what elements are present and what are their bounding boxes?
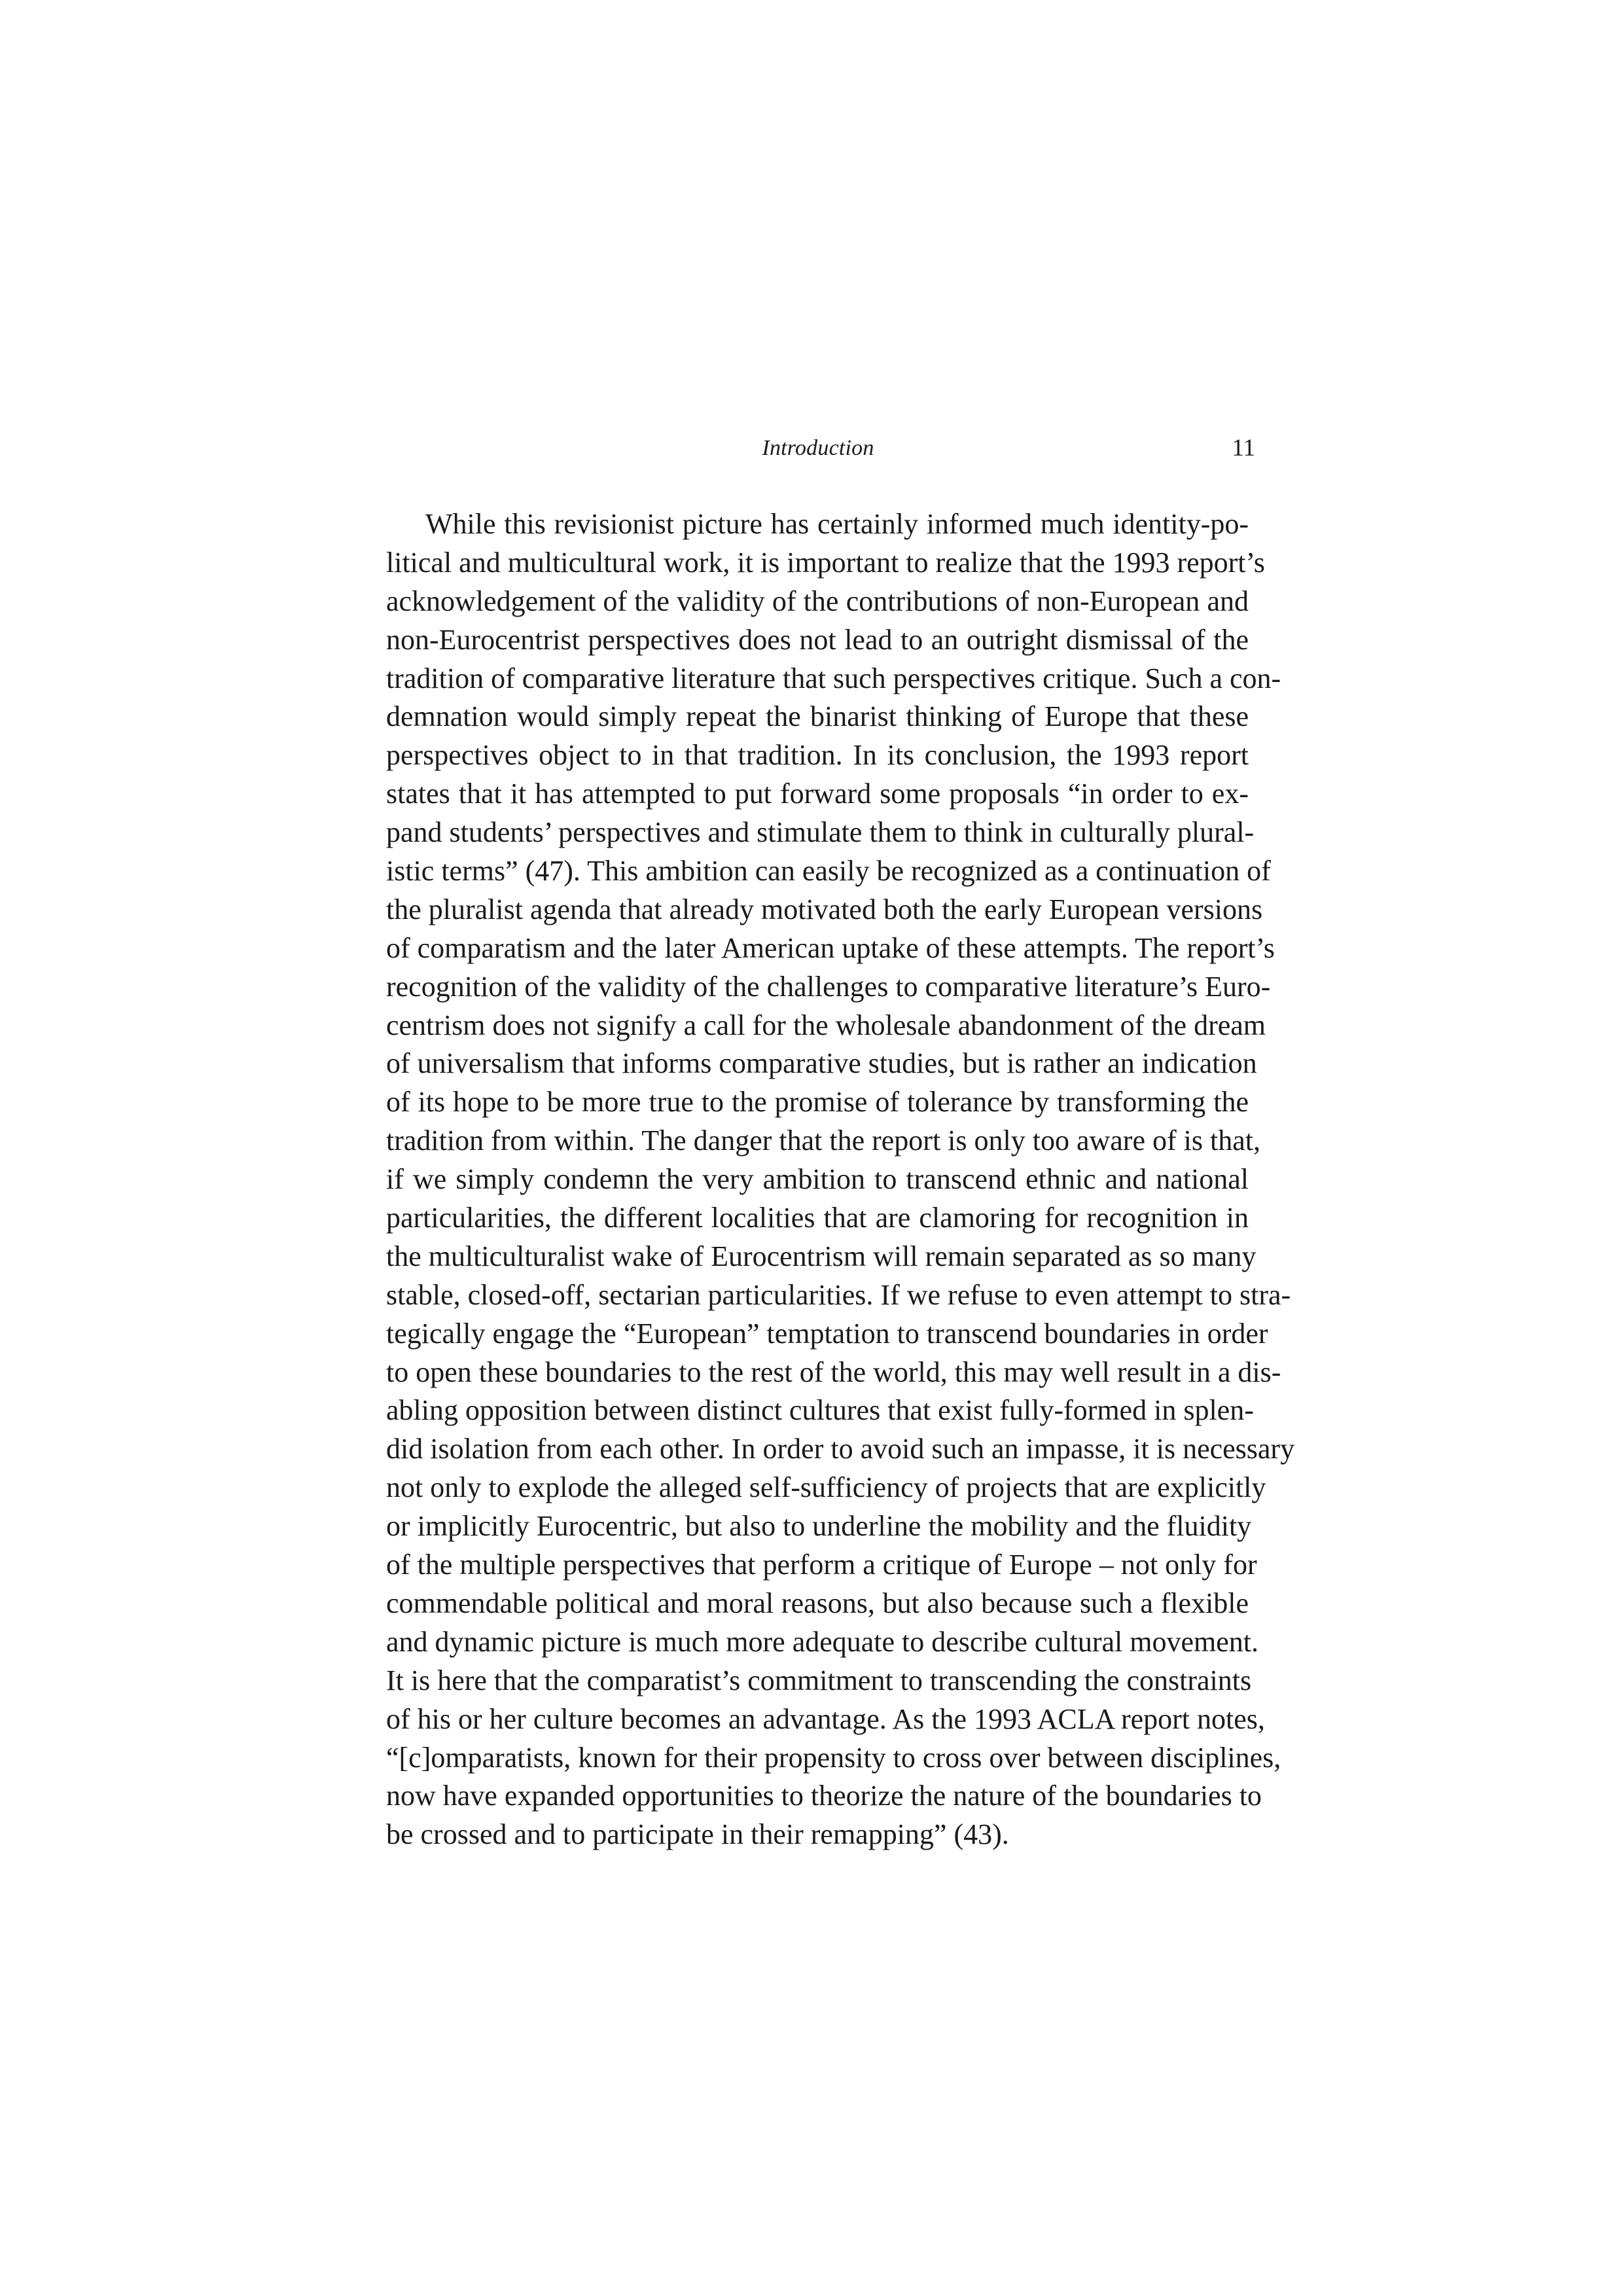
text-line: particularities, the different localities that are clamoring for recognition in [386, 1202, 1249, 1234]
text-line: pand students’ perspectives and stimulate them to think in culturally plural- [386, 816, 1255, 849]
text-line: of universalism that informs comparative studies, but is rather an indication [386, 1047, 1257, 1080]
running-title: Introduction [762, 436, 874, 460]
text-line: be crossed and to participate in their remapping” (43). [386, 1818, 1009, 1851]
text-line: and dynamic picture is much more adequate to describe cultural movement. [386, 1625, 1258, 1658]
text-line: non-Eurocentrist perspectives does not lead to an outright dismissal of the [386, 623, 1249, 656]
text-line: now have expanded opportunities to theorize the nature of the boundaries to [386, 1780, 1262, 1812]
text-line: istic terms” (47). This ambition can easily be recognized as a continuation of [386, 855, 1271, 888]
running-header [386, 432, 1255, 471]
text-line: abling opposition between distinct cultures that exist fully-formed in splen- [386, 1394, 1254, 1427]
text-line: not only to explode the alleged self-sufficiency of projects that are explicitly [386, 1471, 1266, 1504]
text-line: to open these boundaries to the rest of the world, this may well result in a dis- [386, 1355, 1281, 1388]
text-line: perspectives object to in that tradition. In its conclusion, the 1993 report [386, 739, 1249, 772]
page-number: 11 [1232, 435, 1255, 461]
text-line: litical and multicultural work, it is important to realize that the 1993 report’s [386, 546, 1265, 579]
text-line: stable, closed-off, sectarian particularities. If we refuse to even attempt to stra- [386, 1278, 1291, 1311]
text-line: While this revisionist picture has certainly informed much identity-po- [425, 508, 1249, 540]
text-line: states that it has attempted to put forward some proposals “in order to ex- [386, 778, 1249, 810]
text-line: of its hope to be more true to the promise of tolerance by transforming the [386, 1086, 1249, 1119]
text-line: tradition from within. The danger that the report is only too aware of is that, [386, 1124, 1260, 1157]
text-line: centrism does not signify a call for the wholesale abandonment of the dream [386, 1009, 1266, 1041]
text-line: or implicitly Eurocentric, but also to underline the mobility and the fluidity [386, 1510, 1252, 1543]
text-line: of comparatism and the later American uptake of these attempts. The report’s [386, 931, 1275, 964]
text-line: It is here that the comparatist’s commitment to transcending the constraints [386, 1664, 1252, 1696]
text-line: if we simply condemn the very ambition to transcend ethnic and national [386, 1163, 1249, 1196]
text-line: did isolation from each other. In order to avoid such an impasse, it is necessary [386, 1433, 1295, 1465]
body-paragraph [386, 505, 1295, 1854]
text-line: the multiculturalist wake of Eurocentrism will remain separated as so many [386, 1240, 1257, 1272]
text-line: tradition of comparative literature that such perspectives critique. Such a con- [386, 662, 1281, 694]
text-line: acknowledgement of the validity of the contributions of non-European and [386, 584, 1249, 617]
text-line: the pluralist agenda that already motivated both the early European versions [386, 893, 1263, 925]
text-line: of the multiple perspectives that perform a critique of Europe – not only for [386, 1549, 1257, 1581]
text-line: demnation would simply repeat the binarist thinking of Europe that these [386, 700, 1249, 733]
text-line: tegically engage the “European” temptation to transcend boundaries in order [386, 1317, 1268, 1350]
text-line: of his or her culture becomes an advantage. As the 1993 ACLA report notes, [386, 1702, 1265, 1735]
text-line: recognition of the validity of the challenges to comparative literature’s Euro- [386, 970, 1271, 1003]
text-line: commendable political and moral reasons, but also because such a flexible [386, 1587, 1249, 1619]
text-line: “[c]omparatists, known for their propensity to cross over between disciplines, [386, 1741, 1281, 1774]
